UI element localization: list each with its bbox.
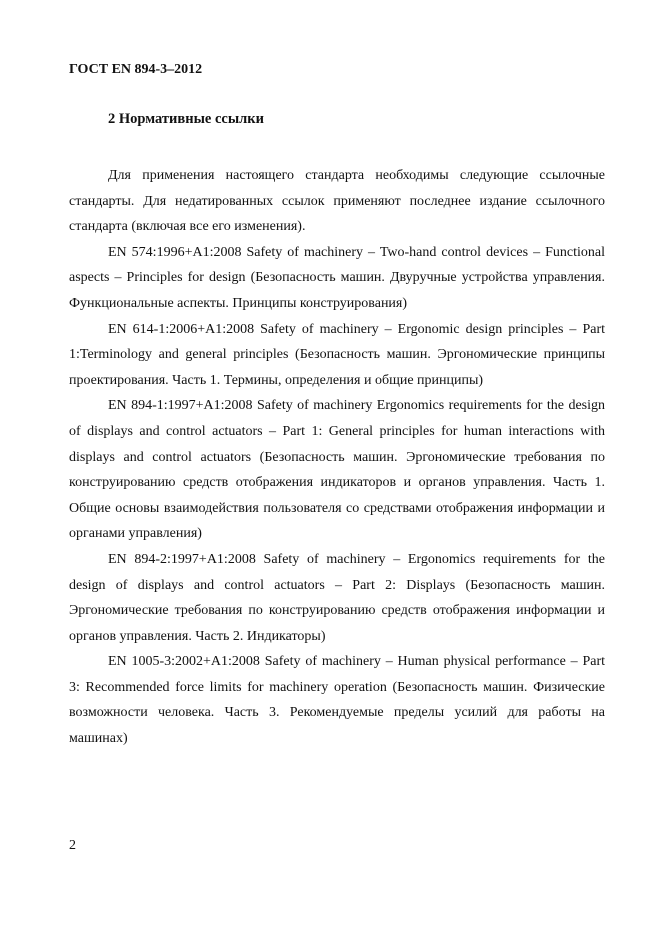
section-body bbox=[69, 163, 605, 752]
standard-header: ГОСТ EN 894-3–2012 bbox=[69, 62, 203, 77]
paragraph-intro: Для применения настоящего стандарта необходимы следующие ссылочные стандарты. Для недатированных ссылок применяют последнее издание ссылочного стандарта (включая все его изменения). bbox=[69, 168, 605, 235]
paragraph-ref-en894-1: EN 894-1:1997+A1:2008 Safety of machinery Ergonomics requirements for the design of displays and control actuators – Part 1: General principles for human interactions with displays and control actuators (Безопасность машин. Эргономические требования по конструированию средств отображения индикаторов и органов управления. Часть 1. Общие основы взаимодействия пользователя со средствами отображения информации и органами управления) bbox=[69, 398, 605, 542]
paragraph-ref-en574: EN 574:1996+A1:2008 Safety of machinery – Two-hand control devices – Functional aspects – Principles for design (Безопасность машин. Двуручные устройства управления. Функциональные аспекты. Принципы конструирования) bbox=[69, 244, 605, 311]
section-title: 2 Нормативные ссылки bbox=[108, 111, 264, 127]
paragraph-ref-en614-1: EN 614-1:2006+A1:2008 Safety of machinery – Ergonomic design principles – Part 1:Terminology and general principles (Безопасность машин. Эргономические принципы проектирования. Часть 1. Термины, определения и общие принципы) bbox=[69, 321, 605, 388]
page-number: 2 bbox=[69, 838, 76, 853]
paragraph-ref-en894-2: EN 894-2:1997+A1:2008 Safety of machinery – Ergonomics requirements for the design of displays and control actuators – Part 2: Displays (Безопасность машин. Эргономические требования по конструированию средств отображения информации и органов управления. Часть 2. Индикаторы) bbox=[69, 551, 605, 644]
paragraph-ref-en1005-3: EN 1005-3:2002+A1:2008 Safety of machinery – Human physical performance – Part 3: Recommended force limits for machinery operation (Безопасность машин. Физические возможности человека. Часть 3. Рекомендуемые пределы усилий для работы на машинах) bbox=[69, 654, 605, 747]
